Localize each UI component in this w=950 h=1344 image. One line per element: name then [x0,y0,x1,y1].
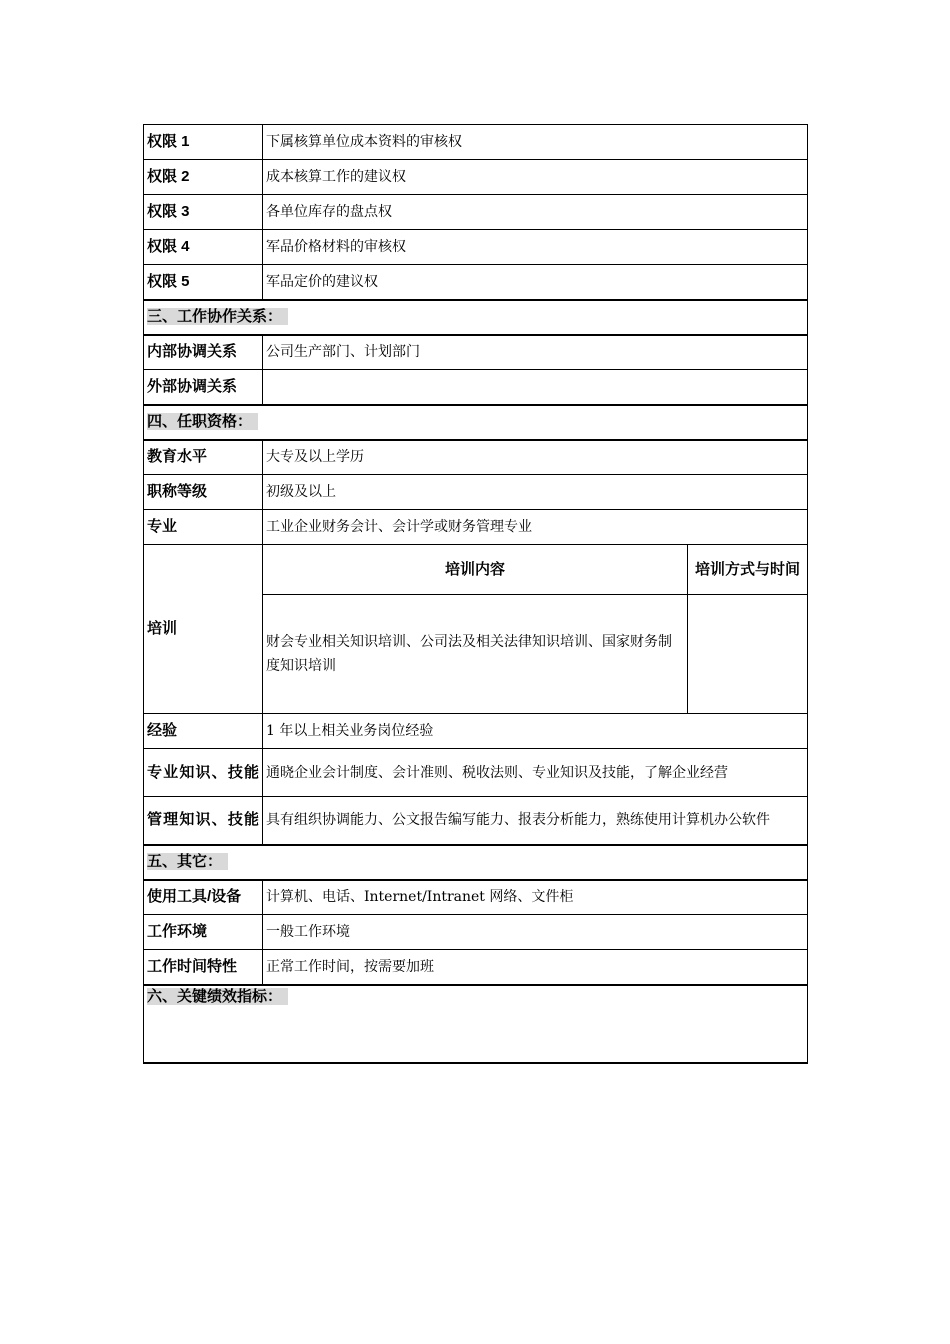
experience-label: 经验 [144,714,263,749]
title-level-label: 职称等级 [144,475,263,510]
mgmt-knowledge-label-text: 管理知识、技能 [147,811,259,829]
education-value: 大专及以上学历 [263,440,808,475]
major-label: 专业 [144,510,263,545]
section-title: 五、其它： [147,853,228,870]
tools-row [144,880,808,915]
major-value: 工业企业财务会计、会计学或财务管理专业 [263,510,808,545]
section-title: 四、任职资格： [147,413,258,430]
section-title: 六、关键绩效指标： [147,988,288,1005]
title-level-row [144,475,808,510]
experience-row [144,714,808,749]
pro-knowledge-label [144,749,263,797]
authority-row [144,160,808,195]
environment-label: 工作环境 [144,915,263,950]
authority-value: 成本核算工作的建议权 [263,160,808,195]
work-time-label: 工作时间特性 [144,950,263,985]
kpi-section [144,985,808,1063]
education-label: 教育水平 [144,440,263,475]
external-coordination-row [144,370,808,405]
authority-value: 军品价格材料的审核权 [263,230,808,265]
environment-value: 一般工作环境 [263,915,808,950]
authority-label: 权限 5 [144,265,263,300]
section-header-row [144,405,808,440]
authority-label: 权限 3 [144,195,263,230]
training-label: 培训 [144,545,263,714]
training-method [688,595,808,714]
training-method-header: 培训方式与时间 [688,545,808,595]
authority-value: 下属核算单位成本资料的审核权 [263,125,808,160]
authority-row [144,195,808,230]
major-row [144,510,808,545]
pro-knowledge-label-text: 专业知识、技能 [147,763,259,781]
authority-value: 军品定价的建议权 [263,265,808,300]
pro-knowledge-row [144,749,808,797]
training-content-header: 培训内容 [263,545,688,595]
work-time-value: 正常工作时间，按需要加班 [263,950,808,985]
internal-coordination-value: 公司生产部门、计划部门 [263,335,808,370]
mgmt-knowledge-value: 具有组织协调能力、公文报告编写能力、报表分析能力，熟练使用计算机办公软件 [263,797,808,845]
job-description-table [143,124,808,1064]
experience-value: 1 年以上相关业务岗位经验 [263,714,808,749]
kpi-row [144,985,808,1063]
mgmt-knowledge-label [144,797,263,845]
section-header [144,300,808,335]
work-time-row [144,950,808,985]
section-header-row [144,845,808,880]
external-coordination-value [263,370,808,405]
education-row [144,440,808,475]
tools-value: 计算机、电话、Internet/Intranet 网络、文件柜 [263,880,808,915]
environment-row [144,915,808,950]
authority-row [144,230,808,265]
training-content: 财会专业相关知识培训、公司法及相关法律知识培训、国家财务制度知识培训 [263,595,688,714]
training-header-row [144,545,808,595]
authority-row [144,265,808,300]
tools-label: 使用工具/设备 [144,880,263,915]
authority-label: 权限 1 [144,125,263,160]
section-header-row [144,300,808,335]
internal-coordination-label: 内部协调关系 [144,335,263,370]
section-header [144,845,808,880]
authority-label: 权限 2 [144,160,263,195]
internal-coordination-row [144,335,808,370]
authority-row [144,125,808,160]
title-level-value: 初级及以上 [263,475,808,510]
section-title: 三、工作协作关系： [147,308,288,325]
external-coordination-label: 外部协调关系 [144,370,263,405]
pro-knowledge-value: 通晓企业会计制度、会计准则、税收法则、专业知识及技能，了解企业经营 [263,749,808,797]
authority-value: 各单位库存的盘点权 [263,195,808,230]
authority-label: 权限 4 [144,230,263,265]
section-header [144,405,808,440]
mgmt-knowledge-row [144,797,808,845]
